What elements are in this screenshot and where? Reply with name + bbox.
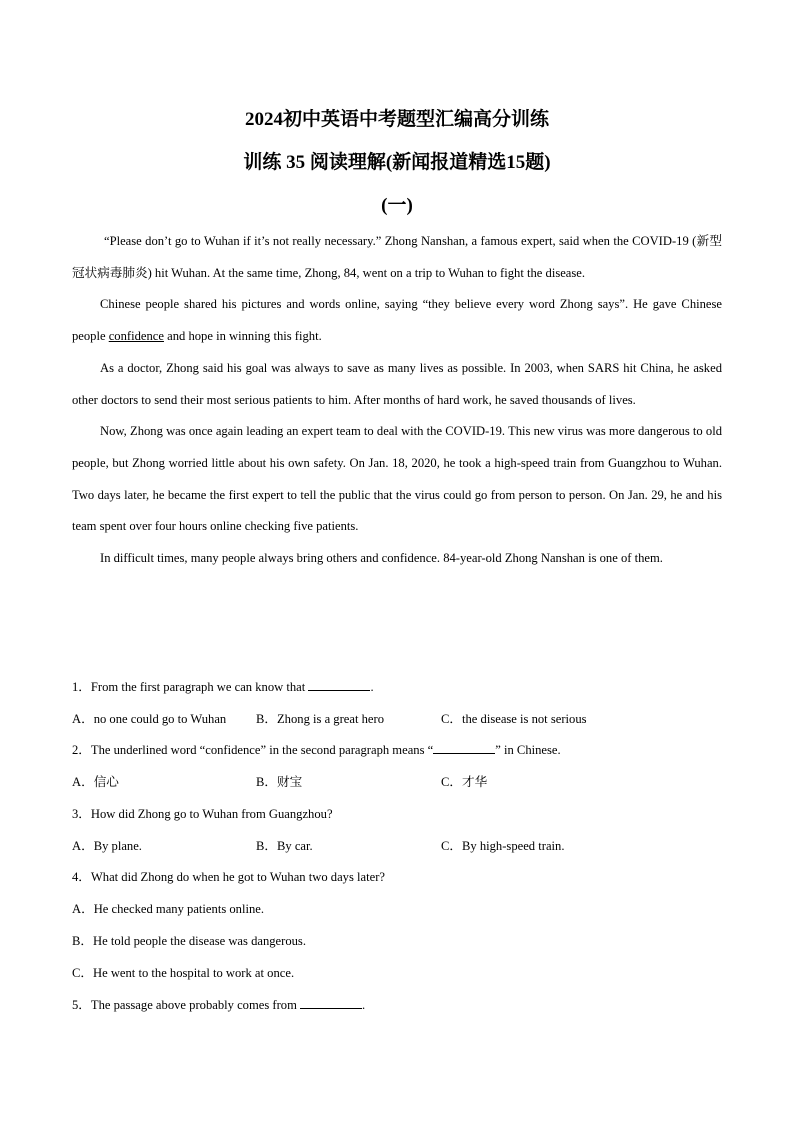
underlined-word: confidence (108, 329, 164, 344)
question-2-end: ” in Chinese. (495, 743, 561, 757)
paragraph-1: “Please don’t go to Wuhan if it’s not really necessary.” Zhong Nanshan, a famous expert, said when the COVID-19 (新型冠状病毒肺炎) hit Wuhan. At the same time, Zhong, 84, went on a trip to Wuhan to fight the disease. (72, 234, 722, 280)
question-5-end: . (362, 998, 366, 1012)
answer-blank[interactable] (300, 996, 362, 1009)
q3-option-a[interactable]: A．By plane. (72, 839, 142, 853)
document-title: 2024初中英语中考题型汇编高分训练 (244, 109, 549, 130)
question-3: 3．How did Zhong go to Wuhan from Guangzhou? (72, 807, 333, 821)
q1-option-c[interactable]: C．the disease is not serious (441, 712, 587, 726)
q2-option-c[interactable]: C．才华 (441, 775, 488, 789)
paragraph-5: In difficult times, many people always bring others and confidence. 84-year-old Zhong Nanshan is one of them. (100, 551, 663, 566)
paragraph-2-text-b: and hope in winning this fight. (163, 329, 322, 344)
section-number: (一) (381, 195, 413, 216)
q2-option-a[interactable]: A．信心 (72, 775, 119, 789)
q1-option-b[interactable]: B．Zhong is a great hero (256, 712, 385, 726)
answer-blank[interactable] (433, 741, 495, 754)
question-5-stem: 5．The passage above probably comes from (72, 998, 297, 1012)
question-1 (72, 676, 374, 695)
q4-option-a[interactable]: A．He checked many patients online. (72, 902, 264, 916)
question-1-end: . (370, 680, 374, 694)
q2-option-b[interactable]: B．财宝 (256, 775, 303, 789)
question-2-stem: 2．The underlined word “confidence” in the second paragraph means “ (72, 743, 434, 757)
paragraph-2-text-a: Chinese people shared his pictures and words online, saying “they believe every word Zhong says”. He gave Chinese people (72, 297, 722, 344)
q3-option-c[interactable]: C．By high-speed train. (441, 839, 565, 853)
document-subtitle: 训练 35 阅读理解(新闻报道精选15题) (243, 152, 551, 173)
q3-option-b[interactable]: B．By car. (256, 839, 313, 853)
paragraph-4: Now, Zhong was once again leading an expert team to deal with the COVID-19. This new virus was more dangerous to old people, but Zhong worried little about his own safety. On Jan. 18, 2020, he took a high-speed train from Guangzhou to Wuhan. Two days later, he became the first expert to tell the public that the virus could go from person to person. On Jan. 29, he and his team spent over four hours online checking five patients. (72, 424, 722, 534)
question-1-stem: 1．From the first paragraph we can know that (72, 680, 306, 694)
q1-option-a[interactable]: A．no one could go to Wuhan (72, 712, 227, 726)
question-4: 4．What did Zhong do when he got to Wuhan two days later? (72, 870, 385, 884)
paragraph-2 (72, 289, 722, 352)
question-2 (72, 739, 561, 758)
reading-passage (72, 226, 722, 575)
q4-option-c[interactable]: C．He went to the hospital to work at once. (72, 966, 295, 980)
answer-blank[interactable] (308, 678, 370, 691)
q4-option-b[interactable]: B．He told people the disease was dangerous. (72, 934, 306, 948)
question-5 (72, 994, 365, 1013)
paragraph-3: As a doctor, Zhong said his goal was always to save as many lives as possible. In 2003, when SARS hit China, he asked other doctors to send their most serious patients to him. After months of hard work, he saved thousands of lives. (72, 360, 722, 407)
